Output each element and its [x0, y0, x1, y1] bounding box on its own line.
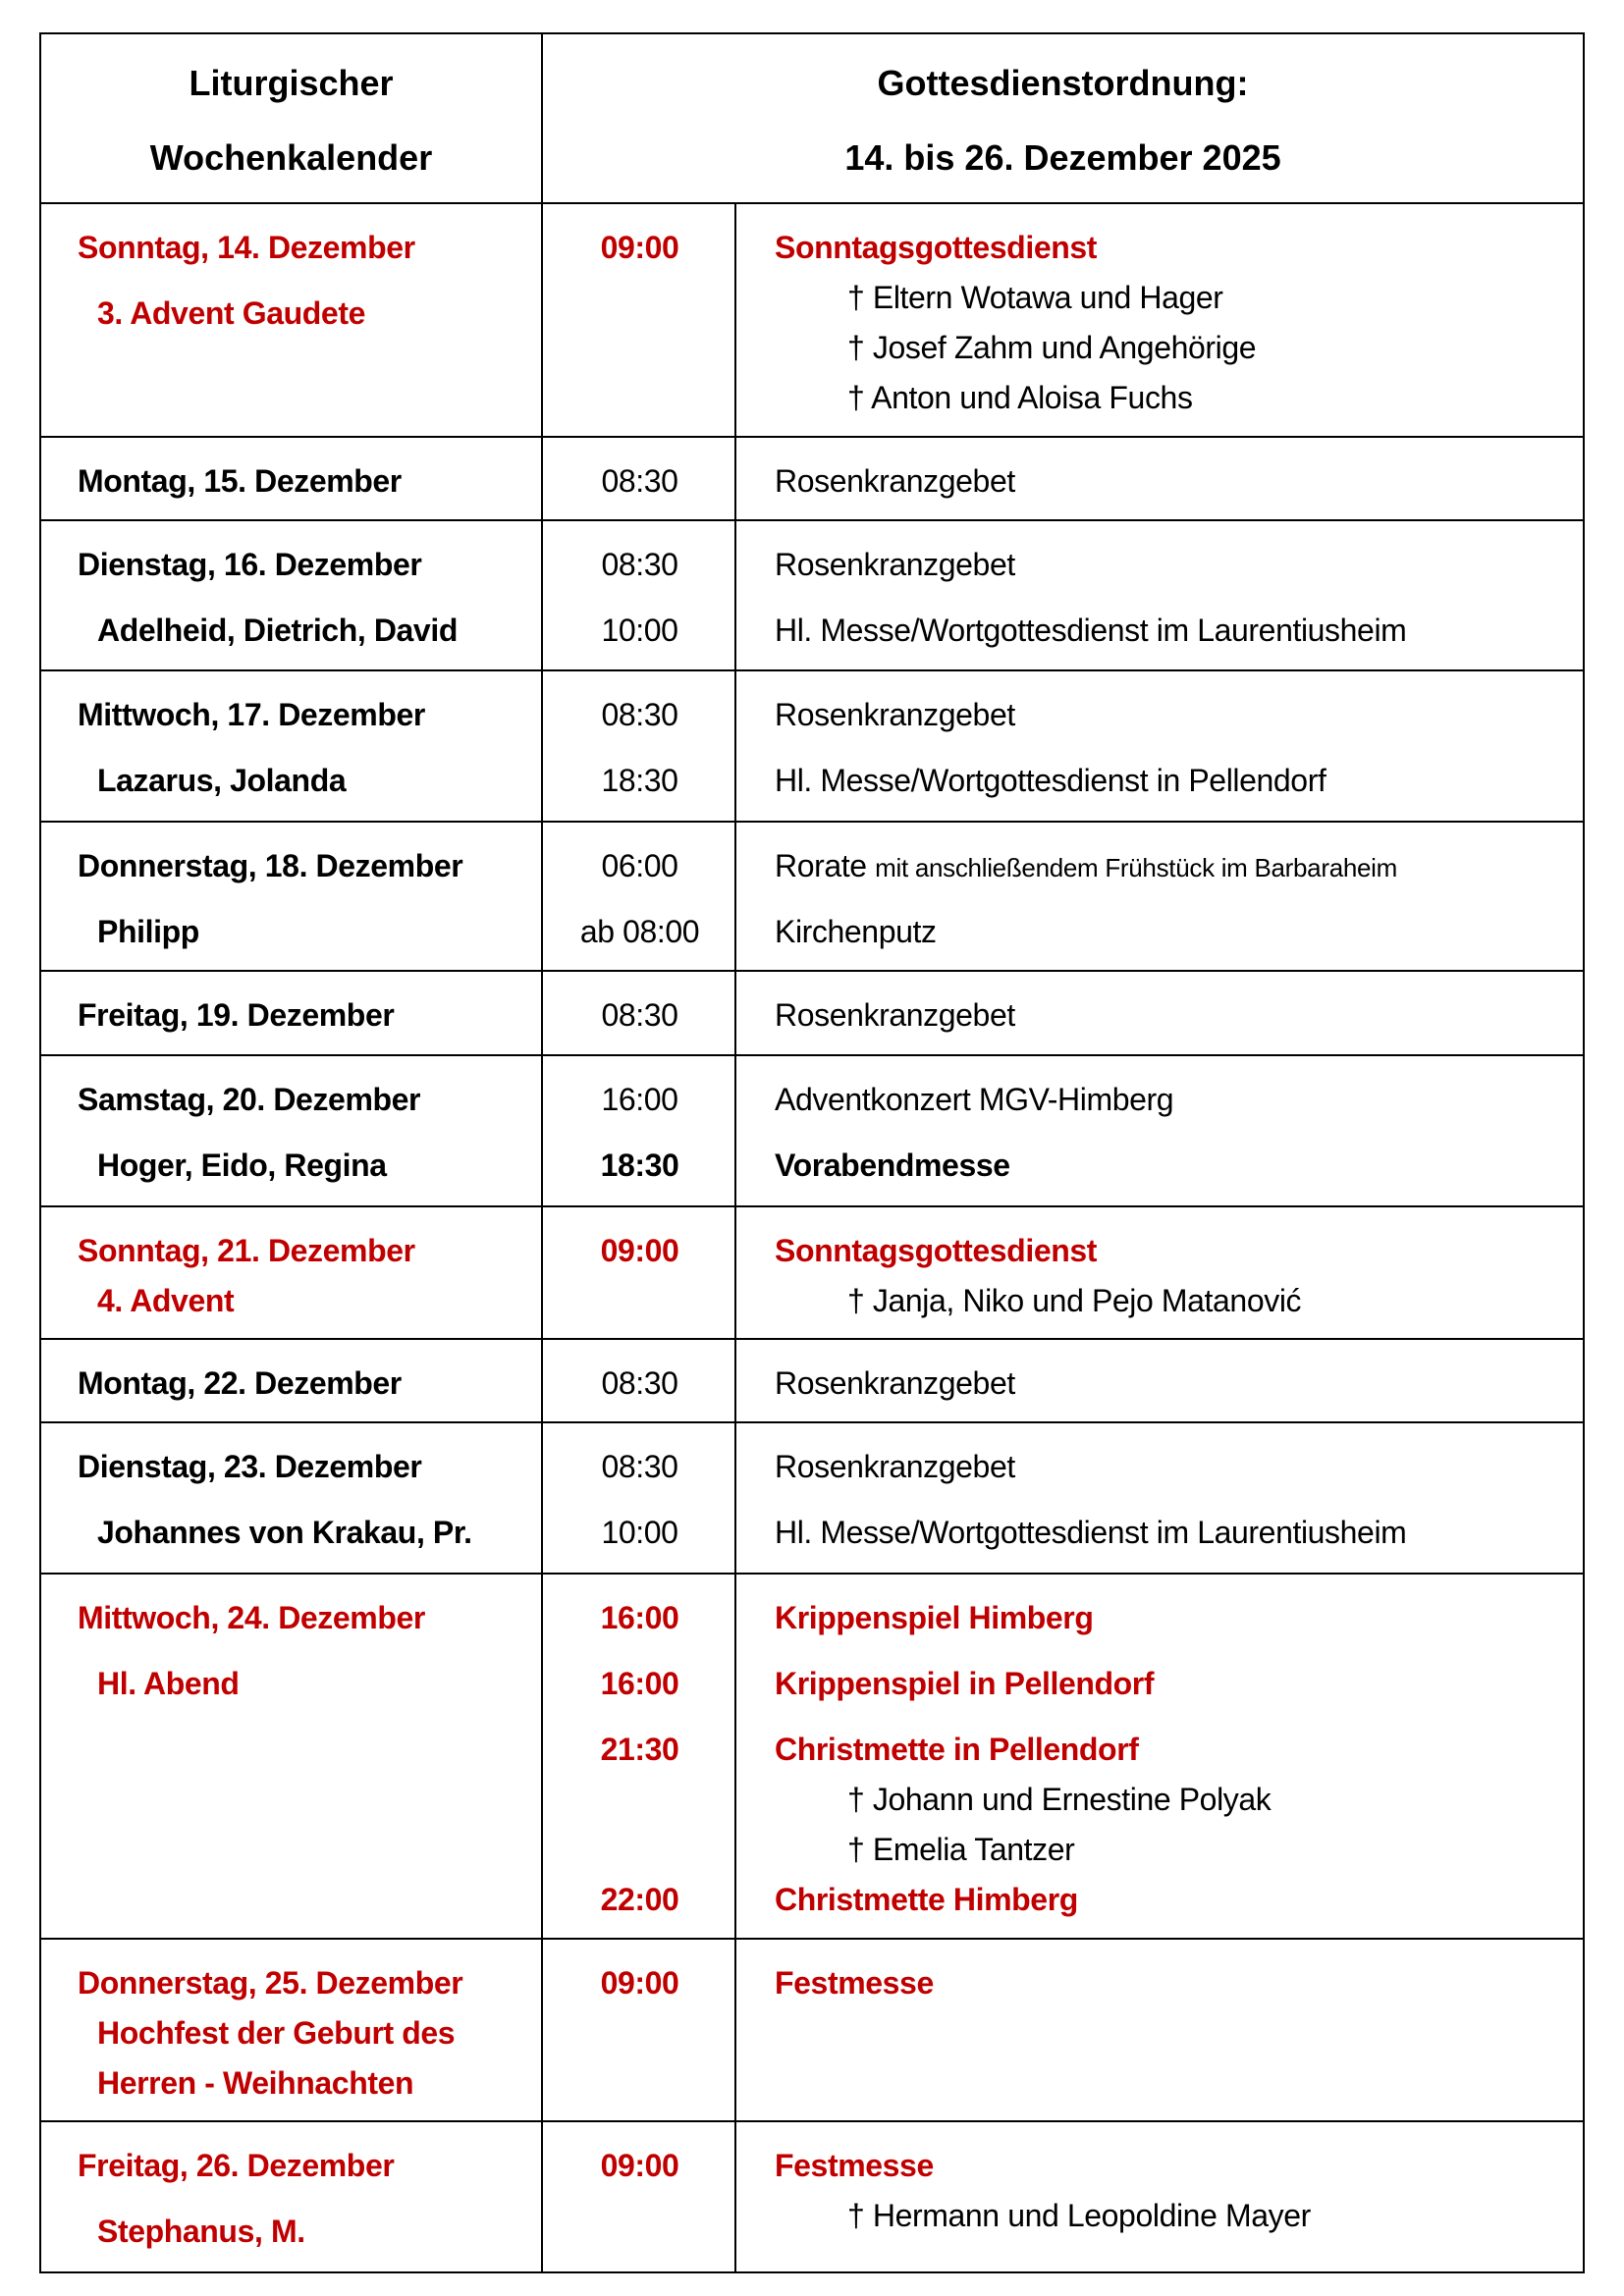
service-title	[736, 690, 1015, 740]
day-note: Stephanus, M.	[97, 2214, 305, 2249]
service-detail: mit anschließendem Frühstück im Barbaraheim	[875, 853, 1398, 882]
service-name: Adventkonzert MGV-Himberg	[775, 1082, 1174, 1117]
service-name: Festmesse	[775, 1965, 934, 2001]
service-entry	[543, 756, 1583, 806]
time-spacer	[543, 323, 736, 373]
table-row	[41, 1207, 1583, 1340]
service-entry	[543, 606, 1583, 656]
service-entry	[543, 1141, 1583, 1191]
memorial-text: † Johann und Ernestine Polyak	[847, 1782, 1272, 1817]
service-entry	[543, 1226, 1583, 1276]
service-name: Hl. Messe/Wortgottesdienst im Laurentiusheim	[775, 1515, 1407, 1550]
service-time: 08:30	[601, 1449, 678, 1484]
day-date: Freitag, 19. Dezember	[78, 997, 395, 1033]
header-text: Gottesdienstordnung:	[877, 63, 1249, 103]
day-cell	[41, 1423, 543, 1573]
service-name: Rorate	[775, 848, 867, 883]
table-row	[41, 823, 1583, 972]
service-entry	[543, 841, 1583, 891]
service-time: 08:30	[601, 547, 678, 582]
service-time: 08:30	[601, 997, 678, 1033]
table-row	[41, 1940, 1583, 2122]
memorial-intention	[543, 2191, 1583, 2241]
day-date: Sonntag, 14. Dezember	[78, 230, 415, 265]
service-entry	[543, 1359, 1583, 1409]
day-date: Dienstag, 23. Dezember	[78, 1449, 422, 1484]
column-divider	[734, 1940, 736, 2120]
table-row	[41, 521, 1583, 671]
service-entry	[543, 2141, 1583, 2191]
service-title	[736, 756, 1326, 806]
service-name: Hl. Messe/Wortgottesdienst in Pellendorf	[775, 763, 1326, 798]
service-title	[736, 1075, 1173, 1125]
service-entry	[543, 1958, 1583, 2008]
day-cell	[41, 1575, 543, 1938]
service-entry	[543, 1075, 1583, 1125]
service-time: 06:00	[601, 848, 678, 883]
service-title	[736, 606, 1406, 656]
time-spacer	[543, 1825, 736, 1875]
day-cell	[41, 1340, 543, 1421]
service-title	[736, 1875, 1078, 1925]
day-note: Hoger, Eido, Regina	[97, 1148, 387, 1183]
header-liturgical-calendar	[41, 34, 543, 202]
services-cell	[543, 1207, 1583, 1338]
service-time: 08:30	[601, 463, 678, 499]
table-header	[41, 34, 1583, 204]
services-cell	[543, 204, 1583, 436]
service-title	[736, 2141, 934, 2191]
service-title	[736, 456, 1015, 507]
service-title	[736, 1725, 1139, 1775]
memorial-intention	[543, 1825, 1583, 1875]
day-date: Samstag, 20. Dezember	[78, 1082, 421, 1117]
day-date: Mittwoch, 24. Dezember	[78, 1600, 425, 1635]
service-time: ab 08:00	[579, 914, 700, 949]
day-date: Sonntag, 21. Dezember	[78, 1233, 415, 1268]
service-name: Kirchenputz	[775, 914, 937, 949]
service-name: Rosenkranzgebet	[775, 463, 1015, 499]
day-note: Philipp	[97, 914, 199, 949]
service-time: 18:30	[601, 763, 678, 798]
time-spacer	[543, 1276, 736, 1326]
memorial-text: † Anton und Aloisa Fuchs	[847, 380, 1193, 415]
service-time: 09:00	[600, 230, 679, 265]
day-cell	[41, 1940, 543, 2120]
service-entry	[543, 540, 1583, 590]
table-row	[41, 2122, 1583, 2271]
service-time: 16:00	[601, 1082, 678, 1117]
service-title	[736, 1359, 1015, 1409]
column-divider	[734, 671, 736, 821]
day-note: 4. Advent	[97, 1283, 235, 1318]
day-date: Montag, 15. Dezember	[78, 463, 402, 499]
table-row	[41, 671, 1583, 823]
services-cell	[543, 2122, 1583, 2271]
time-spacer	[543, 1775, 736, 1825]
service-entry	[543, 1659, 1583, 1709]
header-text: Liturgischer	[189, 63, 394, 103]
service-time: 08:30	[601, 697, 678, 732]
service-name: Sonntagsgottesdienst	[775, 230, 1098, 265]
service-entry	[543, 1875, 1583, 1925]
service-title	[736, 1958, 934, 2008]
service-entry	[543, 690, 1583, 740]
services-cell	[543, 1423, 1583, 1573]
column-divider	[734, 204, 736, 436]
column-divider	[734, 2122, 736, 2271]
day-cell	[41, 521, 543, 669]
service-entry	[543, 1593, 1583, 1643]
day-note: Johannes von Krakau, Pr.	[97, 1515, 472, 1550]
day-date: Mittwoch, 17. Dezember	[78, 697, 425, 732]
service-title	[736, 841, 1397, 891]
column-divider	[734, 1423, 736, 1573]
services-cell	[543, 823, 1583, 970]
time-spacer	[543, 273, 736, 323]
service-time: 10:00	[601, 1515, 678, 1550]
service-entry	[543, 1442, 1583, 1492]
service-name: Krippenspiel in Pellendorf	[775, 1666, 1155, 1701]
memorial-intention	[543, 1775, 1583, 1825]
service-name: Rosenkranzgebet	[775, 1449, 1015, 1484]
day-date: Donnerstag, 18. Dezember	[78, 848, 463, 883]
services-cell	[543, 1340, 1583, 1421]
service-name: Rosenkranzgebet	[775, 547, 1015, 582]
service-name: Rosenkranzgebet	[775, 1365, 1015, 1401]
memorial-text: † Hermann und Leopoldine Mayer	[847, 2198, 1311, 2233]
service-title	[736, 1141, 1010, 1191]
day-cell	[41, 972, 543, 1054]
service-name: Hl. Messe/Wortgottesdienst im Laurentiusheim	[775, 613, 1407, 648]
table-row	[41, 1423, 1583, 1575]
service-entry	[543, 907, 1583, 957]
time-spacer	[543, 373, 736, 423]
services-cell	[543, 1940, 1583, 2120]
day-cell	[41, 671, 543, 821]
service-time: 21:30	[600, 1732, 679, 1767]
service-entry	[543, 990, 1583, 1041]
service-title	[736, 1442, 1015, 1492]
service-name: Christmette Himberg	[775, 1882, 1078, 1917]
day-date: Dienstag, 16. Dezember	[78, 547, 422, 582]
services-cell	[543, 521, 1583, 669]
day-cell	[41, 438, 543, 519]
service-name: Rosenkranzgebet	[775, 697, 1015, 732]
day-cell	[41, 2122, 543, 2271]
memorial-intention	[543, 323, 1583, 373]
table-row	[41, 972, 1583, 1056]
column-divider	[734, 1340, 736, 1421]
day-cell	[41, 1056, 543, 1205]
service-title	[736, 1659, 1154, 1709]
time-spacer	[543, 2191, 736, 2241]
column-divider	[734, 521, 736, 669]
day-note: Hochfest der Geburt des	[97, 2015, 456, 2051]
services-cell	[543, 671, 1583, 821]
service-time: 08:30	[601, 1365, 678, 1401]
service-entry	[543, 223, 1583, 273]
memorial-intention	[543, 273, 1583, 323]
services-cell	[543, 1575, 1583, 1938]
column-divider	[734, 1207, 736, 1338]
service-title	[736, 990, 1015, 1041]
day-note: Hl. Abend	[97, 1666, 240, 1701]
service-time: 18:30	[600, 1148, 679, 1183]
day-date: Freitag, 26. Dezember	[78, 2148, 395, 2183]
schedule-table	[39, 32, 1585, 2273]
service-title	[736, 1226, 1097, 1276]
table-row	[41, 204, 1583, 438]
service-title	[736, 1593, 1094, 1643]
day-note: Adelheid, Dietrich, David	[97, 613, 458, 648]
service-name: Christmette in Pellendorf	[775, 1732, 1139, 1767]
table-row	[41, 438, 1583, 521]
table-row	[41, 1575, 1583, 1940]
service-time: 16:00	[600, 1600, 679, 1635]
service-time: 22:00	[600, 1882, 679, 1917]
column-divider	[734, 972, 736, 1054]
memorial-text: † Janja, Niko und Pejo Matanović	[847, 1283, 1302, 1318]
header-service-order	[543, 34, 1583, 202]
memorial-text: † Josef Zahm und Angehörige	[847, 330, 1257, 365]
header-text: 14. bis 26. Dezember 2025	[844, 137, 1281, 178]
day-note: 3. Advent Gaudete	[97, 295, 365, 331]
column-divider	[734, 823, 736, 970]
services-cell	[543, 438, 1583, 519]
service-title	[736, 907, 937, 957]
service-name: Festmesse	[775, 2148, 934, 2183]
service-title	[736, 540, 1015, 590]
column-divider	[734, 1575, 736, 1938]
day-cell	[41, 823, 543, 970]
table-row	[41, 1340, 1583, 1423]
service-entry	[543, 456, 1583, 507]
service-name: Sonntagsgottesdienst	[775, 1233, 1098, 1268]
service-time: 09:00	[600, 1965, 679, 2001]
service-name: Rosenkranzgebet	[775, 997, 1015, 1033]
memorial-text: † Eltern Wotawa und Hager	[847, 280, 1223, 315]
service-name: Krippenspiel Himberg	[775, 1600, 1094, 1635]
service-entry	[543, 1508, 1583, 1558]
service-time: 09:00	[600, 1233, 679, 1268]
column-divider	[734, 438, 736, 519]
header-text: Wochenkalender	[149, 137, 433, 178]
service-title	[736, 1508, 1406, 1558]
services-cell	[543, 1056, 1583, 1205]
service-time: 09:00	[600, 2148, 679, 2183]
service-entry	[543, 1725, 1583, 1775]
day-date: Donnerstag, 25. Dezember	[78, 1965, 463, 2001]
day-note: Lazarus, Jolanda	[97, 763, 347, 798]
day-note: Herren - Weihnachten	[97, 2065, 414, 2101]
table-row	[41, 1056, 1583, 1207]
day-cell	[41, 204, 543, 436]
service-time: 16:00	[600, 1666, 679, 1701]
service-time: 10:00	[601, 613, 678, 648]
service-name: Vorabendmesse	[775, 1148, 1010, 1183]
day-date: Montag, 22. Dezember	[78, 1365, 402, 1401]
memorial-intention	[543, 373, 1583, 423]
services-cell	[543, 972, 1583, 1054]
memorial-intention	[543, 1276, 1583, 1326]
day-cell	[41, 1207, 543, 1338]
memorial-text: † Emelia Tantzer	[847, 1832, 1075, 1867]
column-divider	[734, 1056, 736, 1205]
service-title	[736, 223, 1097, 273]
